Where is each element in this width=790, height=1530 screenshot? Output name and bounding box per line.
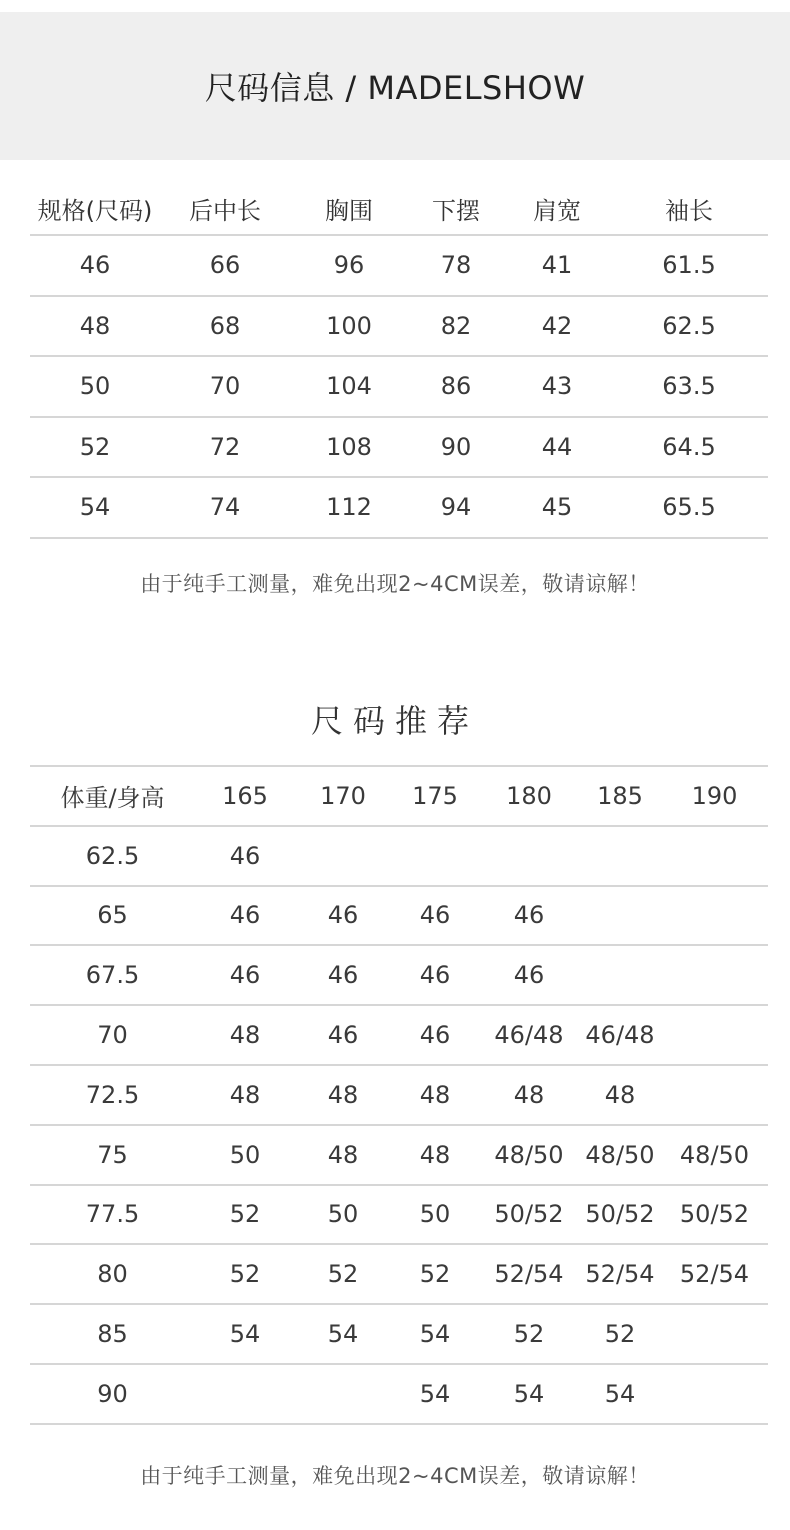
column-header: 170 — [295, 766, 391, 826]
table-cell — [661, 1065, 768, 1125]
table-cell: 48 — [195, 1005, 295, 1065]
table-cell: 48/50 — [579, 1125, 661, 1185]
size-recommend-title: 尺码推荐 — [310, 702, 479, 740]
table-cell: 54 — [391, 1304, 479, 1364]
measurement-note-bottom: 由于纯手工测量，难免出现2~4CM误差，敬请谅解！ — [140, 1464, 650, 1488]
table-cell: 94 — [408, 477, 504, 538]
column-header: 体重/身高 — [30, 766, 195, 826]
table-cell: 48 — [479, 1065, 579, 1125]
table-cell: 72.5 — [30, 1065, 195, 1125]
table-cell: 54 — [579, 1364, 661, 1424]
table-row — [30, 417, 768, 478]
table-cell: 52/54 — [479, 1244, 579, 1304]
table-cell: 86 — [408, 356, 504, 417]
table-row — [30, 1244, 768, 1304]
table-cell: 46 — [295, 945, 391, 1005]
table-row — [30, 945, 768, 1005]
table-cell — [195, 1364, 295, 1424]
table-cell: 48 — [30, 296, 160, 357]
page-title: 尺码信息 / MADELSHOW — [204, 69, 586, 107]
table-cell: 52/54 — [579, 1244, 661, 1304]
table-cell — [661, 1005, 768, 1065]
table-cell: 65.5 — [610, 477, 768, 538]
table-cell: 100 — [290, 296, 408, 357]
table-row — [30, 1125, 768, 1185]
table-cell: 45 — [504, 477, 610, 538]
table-cell: 46 — [295, 886, 391, 946]
table-cell: 50 — [391, 1185, 479, 1245]
table-cell — [661, 945, 768, 1005]
table-cell — [661, 886, 768, 946]
table-cell: 48/50 — [479, 1125, 579, 1185]
table-cell — [579, 886, 661, 946]
table-cell: 112 — [290, 477, 408, 538]
table-cell — [661, 1304, 768, 1364]
table-row — [30, 477, 768, 538]
table-cell — [391, 826, 479, 886]
table-cell: 48 — [579, 1065, 661, 1125]
table-row — [30, 356, 768, 417]
table-cell: 50/52 — [661, 1185, 768, 1245]
spec-header-row — [30, 182, 768, 235]
table-cell: 62.5 — [30, 826, 195, 886]
table-cell: 54 — [195, 1304, 295, 1364]
size-spec-table — [30, 182, 768, 539]
table-cell: 85 — [30, 1304, 195, 1364]
column-header: 165 — [195, 766, 295, 826]
table-cell: 43 — [504, 356, 610, 417]
table-cell: 52/54 — [661, 1244, 768, 1304]
table-cell: 64.5 — [610, 417, 768, 478]
table-row — [30, 826, 768, 886]
table-cell: 70 — [160, 356, 290, 417]
table-cell: 52 — [30, 417, 160, 478]
table-cell: 46 — [195, 886, 295, 946]
column-header: 肩宽 — [504, 182, 610, 235]
table-cell: 46 — [295, 1005, 391, 1065]
table-cell: 46/48 — [579, 1005, 661, 1065]
table-cell: 68 — [160, 296, 290, 357]
table-cell: 46 — [479, 945, 579, 1005]
table-cell: 72 — [160, 417, 290, 478]
table-row — [30, 1185, 768, 1245]
column-header: 175 — [391, 766, 479, 826]
table-cell: 54 — [479, 1364, 579, 1424]
table-cell: 78 — [408, 235, 504, 296]
table-row — [30, 1005, 768, 1065]
table-cell: 67.5 — [30, 945, 195, 1005]
table-cell: 50 — [195, 1125, 295, 1185]
table-cell: 46 — [195, 945, 295, 1005]
table-row — [30, 1364, 768, 1424]
table-cell: 48/50 — [661, 1125, 768, 1185]
measurement-note: 由于纯手工测量，难免出现2~4CM误差，敬请谅解！ — [140, 572, 650, 596]
table-row — [30, 886, 768, 946]
table-cell: 74 — [160, 477, 290, 538]
table-cell: 90 — [30, 1364, 195, 1424]
table-cell: 48 — [295, 1125, 391, 1185]
table-cell: 52 — [195, 1185, 295, 1245]
table-cell: 77.5 — [30, 1185, 195, 1245]
table-cell: 61.5 — [610, 235, 768, 296]
table-cell — [295, 1364, 391, 1424]
table-cell — [579, 826, 661, 886]
table-cell: 90 — [408, 417, 504, 478]
size-recommend-table — [30, 765, 768, 1425]
table-cell: 52 — [479, 1304, 579, 1364]
table-cell: 48 — [295, 1065, 391, 1125]
column-header: 规格(尺码) — [30, 182, 160, 235]
table-row — [30, 235, 768, 296]
table-cell: 65 — [30, 886, 195, 946]
table-cell: 96 — [290, 235, 408, 296]
table-row — [30, 1065, 768, 1125]
table-cell: 50 — [30, 356, 160, 417]
table-cell: 63.5 — [610, 356, 768, 417]
header-band — [0, 12, 790, 160]
table-cell: 104 — [290, 356, 408, 417]
table-cell: 52 — [295, 1244, 391, 1304]
table-cell: 48 — [195, 1065, 295, 1125]
table-cell: 46 — [479, 886, 579, 946]
table-cell: 62.5 — [610, 296, 768, 357]
table-cell: 54 — [391, 1364, 479, 1424]
table-cell: 46 — [391, 1005, 479, 1065]
table-cell — [661, 1364, 768, 1424]
table-cell: 54 — [30, 477, 160, 538]
table-cell: 80 — [30, 1244, 195, 1304]
table-cell: 46 — [195, 826, 295, 886]
table-cell: 50/52 — [479, 1185, 579, 1245]
column-header: 185 — [579, 766, 661, 826]
table-cell — [579, 945, 661, 1005]
column-header: 下摆 — [408, 182, 504, 235]
table-row — [30, 1304, 768, 1364]
table-cell: 46 — [30, 235, 160, 296]
table-cell: 42 — [504, 296, 610, 357]
table-cell: 108 — [290, 417, 408, 478]
table-cell: 50 — [295, 1185, 391, 1245]
table-cell: 75 — [30, 1125, 195, 1185]
table-cell: 46/48 — [479, 1005, 579, 1065]
table-cell: 82 — [408, 296, 504, 357]
table-cell: 48 — [391, 1065, 479, 1125]
table-cell: 46 — [391, 886, 479, 946]
table-cell — [479, 826, 579, 886]
table-cell: 54 — [295, 1304, 391, 1364]
table-cell: 50/52 — [579, 1185, 661, 1245]
table-cell — [661, 826, 768, 886]
column-header: 胸围 — [290, 182, 408, 235]
table-cell: 52 — [195, 1244, 295, 1304]
column-header: 180 — [479, 766, 579, 826]
table-cell: 41 — [504, 235, 610, 296]
table-cell: 70 — [30, 1005, 195, 1065]
recommend-header-row — [30, 766, 768, 826]
table-cell: 52 — [391, 1244, 479, 1304]
table-cell: 52 — [579, 1304, 661, 1364]
table-cell: 66 — [160, 235, 290, 296]
table-cell: 44 — [504, 417, 610, 478]
table-cell: 48 — [391, 1125, 479, 1185]
column-header: 后中长 — [160, 182, 290, 235]
table-cell: 46 — [391, 945, 479, 1005]
table-row — [30, 296, 768, 357]
column-header: 袖长 — [610, 182, 768, 235]
table-cell — [295, 826, 391, 886]
column-header: 190 — [661, 766, 768, 826]
